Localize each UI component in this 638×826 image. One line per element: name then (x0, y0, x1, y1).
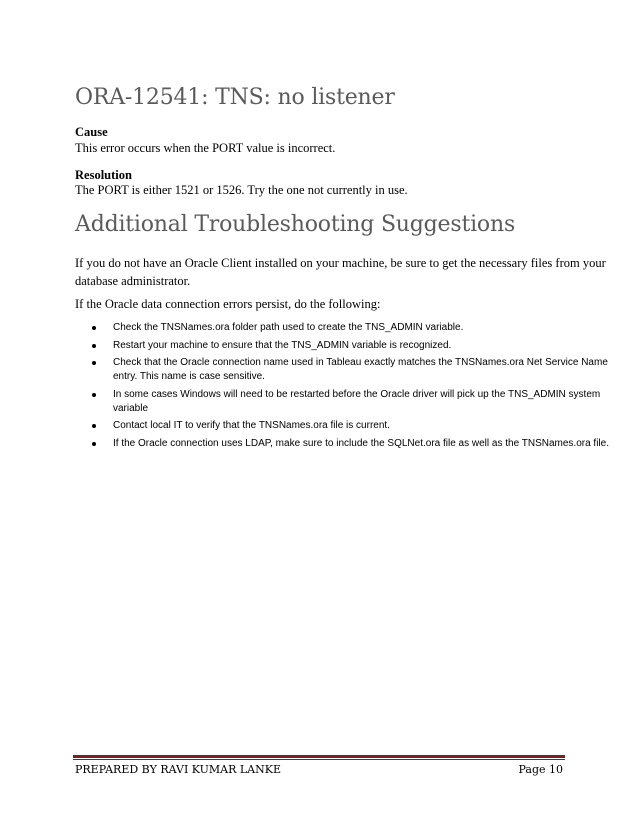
list-item (92, 419, 632, 433)
paragraph-oracle-client: If you do not have an Oracle Client installed on your machine, be sure to get the necessary files from your database administrator. (75, 256, 606, 288)
list-item (92, 339, 632, 353)
list-item (92, 321, 632, 335)
list-item (92, 437, 632, 451)
bullet-icon (92, 344, 96, 348)
bullet-icon (92, 424, 96, 428)
list-item-text: Check the TNSNames.ora folder path used to create the TNS_ADMIN variable. (113, 322, 464, 333)
list-item-text: Contact local IT to verify that the TNSNames.ora file is current. (113, 420, 390, 431)
list-item (92, 388, 632, 416)
bullet-icon (92, 361, 96, 365)
list-item-text: Restart your machine to ensure that the TNS_ADMIN variable is recognized. (113, 339, 452, 351)
bullet-icon (92, 326, 96, 330)
bullet-icon (92, 393, 96, 397)
footer-author: PREPARED BY RAVI KUMAR LANKE (75, 763, 281, 776)
list-item-text: If the Oracle connection uses LDAP, make sure to include the SQLNet.ora file as well as the TNSNames.ora file. (113, 437, 609, 449)
error-heading: ORA-12541: TNS: no listener (75, 85, 395, 110)
list-item (92, 356, 632, 384)
additional-heading: Additional Troubleshooting Suggestions (75, 212, 516, 237)
resolution-label: Resolution (75, 168, 132, 182)
bullet-icon (92, 442, 96, 446)
list-item-text: In some cases Windows will need to be restarted before the Oracle driver will pick up the TNS_ADMIN system variable (113, 388, 601, 414)
cause-label: Cause (75, 125, 108, 139)
footer-divider (73, 755, 565, 758)
resolution-text: The PORT is either 1521 or 1526. Try the one not currently in use. (75, 183, 408, 197)
troubleshooting-list (92, 321, 632, 454)
footer-divider-thin (73, 759, 565, 760)
footer-page-number: Page 10 (518, 763, 563, 776)
cause-text: This error occurs when the PORT value is incorrect. (75, 141, 336, 155)
list-item-text: Check that the Oracle connection name used in Tableau exactly matches the TNSNames.ora Net Service Name entry. This name is case sensitive. (113, 357, 608, 382)
paragraph-errors-persist: If the Oracle data connection errors persist, do the following: (75, 297, 381, 311)
